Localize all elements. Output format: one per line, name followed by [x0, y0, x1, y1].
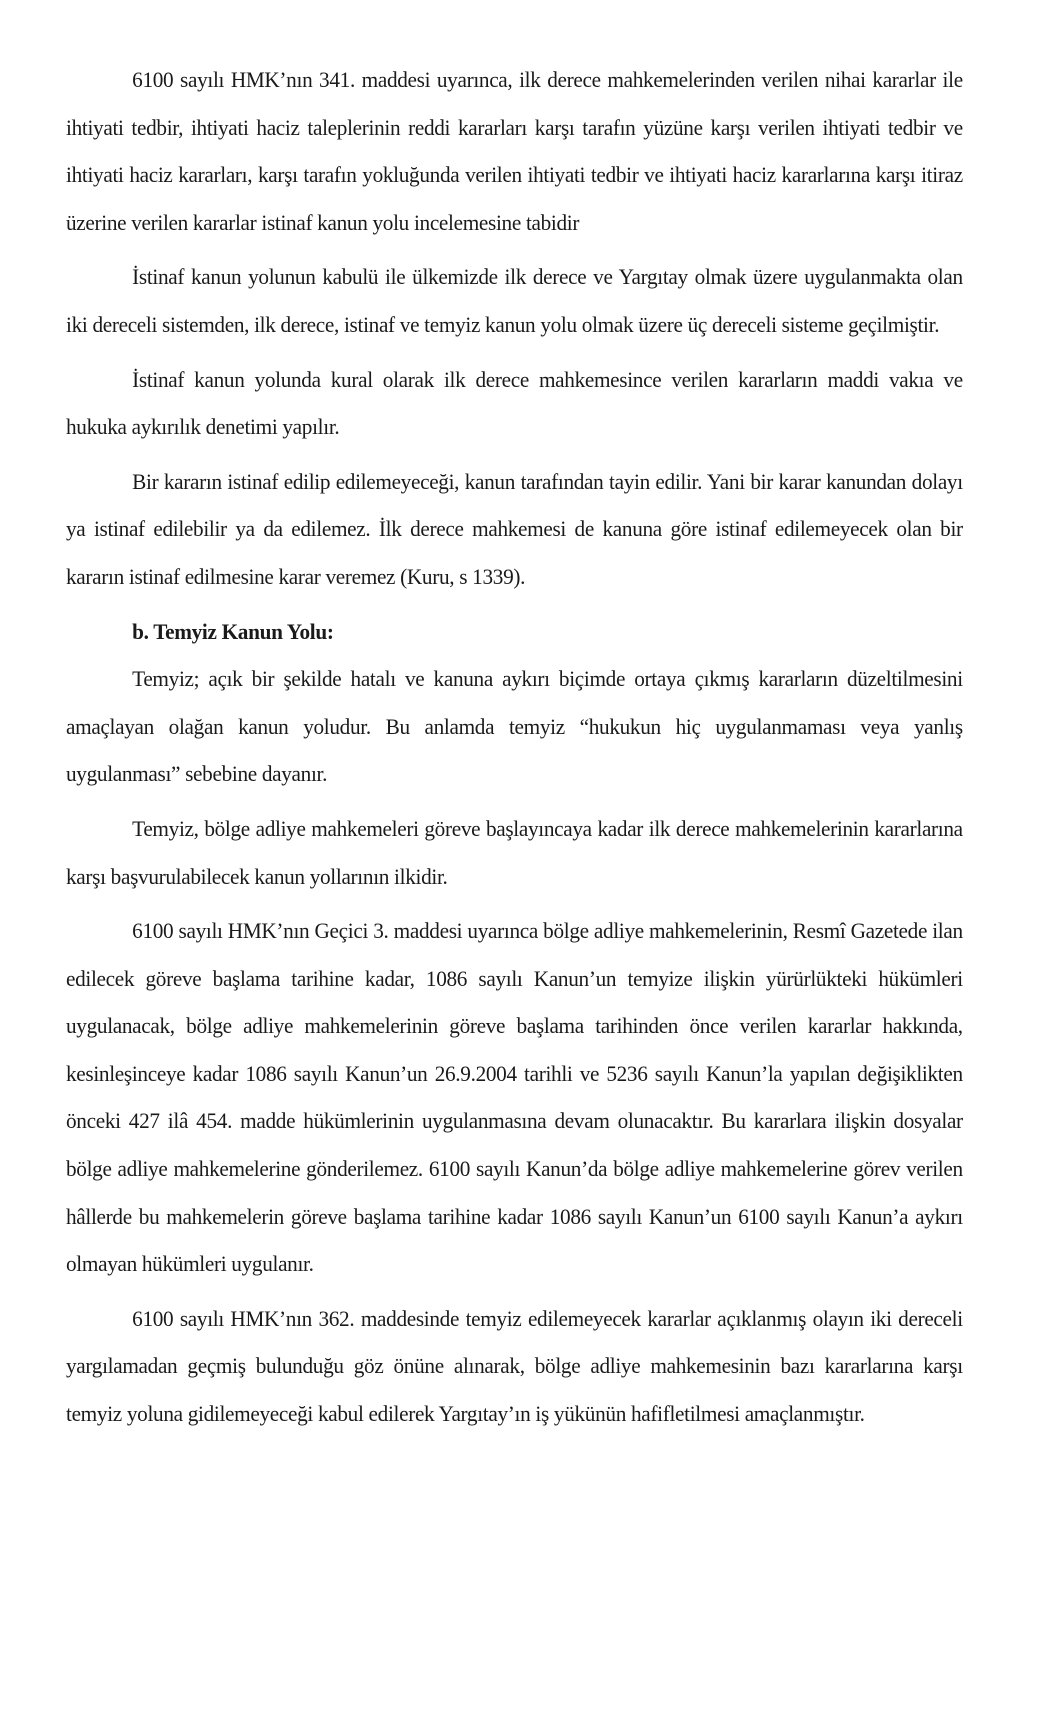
document-page: [66, 56, 963, 1445]
paragraph-transitional-provision: 6100 sayılı HMK’nın Geçici 3. maddesi uyarınca bölge adliye mahkemelerinin, Resmî Gazetede ilan edilecek göreve başlama tarihine kadar, 1086 sayılı Kanun’un temyize ilişkin yürürlükteki hükümleri uygulanacak, bölge adliye mahkemelerinin göreve başlama tarihinden önce verilen kararlar hakkında, kesinleşinceye kadar 1086 sayılı Kanun’un 26.9.2004 tarihli ve 5236 sayılı Kanun’la yapılan değişiklikten önceki 427 ilâ 454. madde hükümlerinin uygulanmasına devam olunacaktır. Bu kararlara ilişkin dosyalar bölge adliye mahkemelerine gönderilemez. 6100 sayılı Kanun’da bölge adliye mahkemelerine görev verilen hâllerde bu mahkemelerin göreve başlama tarihine kadar 1086 sayılı Kanun’un 6100 sayılı Kanun’a aykırı olmayan hükümleri uygulanır.: [66, 918, 963, 1277]
paragraph-non-appealable-decisions: 6100 sayılı HMK’nın 362. maddesinde temyiz edilemeyecek kararlar açıklanmış olayın iki dereceli yargılamadan geçmiş bulunduğu göz önüne alınarak, bölge adliye mahkemesinin bazı kararlarına karşı temyiz yoluna gidilemeyeceği kabul edilerek Yargıtay’ın iş yükünün hafifletilmesi amaçlanmıştır.: [66, 1305, 963, 1427]
paragraph-temyiz-definition: Temyiz; açık bir şekilde hatalı ve kanuna aykırı biçimde ortaya çıkmış kararların düzeltilmesini amaçlayan olağan kanun yoludur. Bu anlamda temyiz “hukukun hiç uygulanmaması veya yanlış uygulanması” sebebine dayanır.: [66, 666, 963, 787]
paragraph-istinaf-decisions: 6100 sayılı HMK’nın 341. maddesi uyarınca, ilk derece mahkemelerinden verilen nihai kararlar ile ihtiyati tedbir, ihtiyati haciz taleplerinin reddi kararları karşı tarafın yüzüne karşı verilen ihtiyati tedbir ve ihtiyati haciz kararları, karşı tarafın yokluğunda verilen ihtiyati tedbir ve ihtiyati haciz kararlarına karşı itiraz üzerine verilen kararlar istinaf kanun yolu incelemesine tabidir: [66, 67, 963, 235]
section-heading-temyiz: b. Temyiz Kanun Yolu:: [132, 618, 334, 644]
paragraph-temyiz-first-remedy: Temyiz, bölge adliye mahkemeleri göreve başlayıncaya kadar ilk derece mahkemelerinin kararlarına karşı başvurulabilecek kanun yollarının ilkidir.: [66, 815, 963, 889]
paragraph-istinaf-eligibility: Bir kararın istinaf edilip edilemeyeceği, kanun tarafından tayin edilir. Yani bir karar kanundan dolayı ya istinaf edilebilir ya da edilemez. İlk derece mahkemesi de kanuna göre istinaf edilemeyecek olan bir kararın istinaf edilmesine karar veremez (Kuru, s 1339).: [66, 468, 963, 589]
paragraph-three-tier-system: İstinaf kanun yolunun kabulü ile ülkemizde ilk derece ve Yargıtay olmak üzere uygulanmakta olan iki dereceli sistemden, ilk derece, istinaf ve temyiz kanun yolu olmak üzere üç dereceli sisteme geçilmiştir.: [66, 264, 963, 337]
paragraph-istinaf-review: İstinaf kanun yolunda kural olarak ilk derece mahkemesince verilen kararların maddi vakıa ve hukuka aykırılık denetimi yapılır.: [66, 366, 963, 440]
